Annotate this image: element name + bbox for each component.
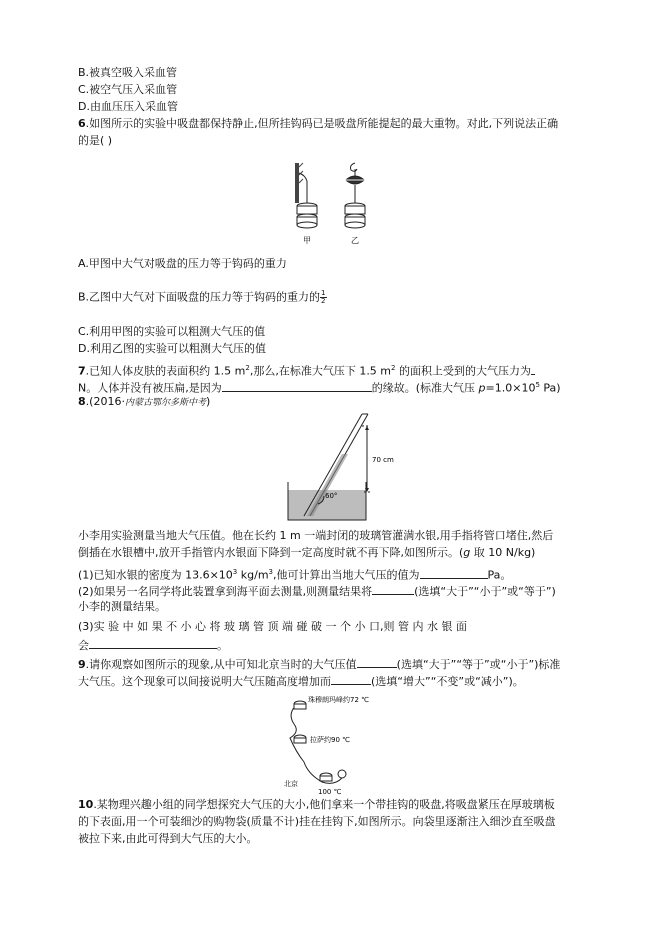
q8-text: 。 (217, 639, 228, 652)
q7-text: N。人体并没有被压扁,是因为 (78, 381, 222, 395)
q10-line3: 被拉下来,由此可得到大气压的大小。 (78, 832, 258, 845)
q7-text: 的面积上受到的大气压力为 (395, 364, 531, 378)
jia-weight-body (297, 206, 317, 214)
pot-lhasa-body (294, 738, 306, 743)
q9-number: 9 (78, 658, 86, 671)
q9-boiling-point-figure (278, 690, 402, 796)
fig-label-jia: 甲 (303, 236, 311, 245)
q9-line1 (78, 656, 560, 672)
q10-number: 10 (78, 798, 94, 811)
jia-suction-cup (299, 173, 307, 189)
fraction-one-half (320, 290, 326, 305)
q7-line2 (78, 378, 561, 396)
yi-weight-body (345, 206, 365, 214)
q8-text: (1)已知水银的密度为 13.6×10 (78, 568, 233, 582)
q8-source-exam: 内蒙古鄂尔多斯中考 (124, 398, 206, 408)
wall-hatch (299, 179, 303, 183)
q7-answer-blank-1[interactable] (531, 363, 535, 375)
q7-sup: 5 (535, 381, 540, 389)
q7-number: 7 (78, 364, 86, 378)
q8-text: (2)如果另一名同学将此装置拿到海平面去测量,则测量结果将 (78, 585, 373, 598)
q7-sup: 2 (245, 364, 250, 372)
q10-text: .某物理兴趣小组的同学想探究大气压的大小,他们拿来一个带挂钩的吸盘,将吸盘紧压在厚玻璃板 (93, 798, 555, 811)
q6-number: 6 (78, 117, 86, 130)
q8-text: (选填“大于”“小于”或“等于”) (414, 585, 556, 598)
q9-text: (选填“大于”“等于”或“小于”)标准 (396, 658, 561, 671)
label-everest: 珠穆朗玛峰约72 ℃ (308, 696, 369, 704)
pot-everest-body (294, 704, 306, 709)
q8-torricelli-figure (284, 412, 404, 524)
angle-label: 60° (325, 492, 338, 500)
q8-text: 会 (78, 639, 89, 652)
q9-answer-blank-2[interactable] (331, 673, 371, 685)
q8-para-line1: 小李用实验测量当地大气压值。他在长约 1 m 一端封闭的玻璃管灌满水银,用手指将管口堵住,然后 (78, 529, 554, 542)
q9-answer-blank-1[interactable] (357, 656, 397, 668)
q8-sub3-line2 (78, 637, 228, 653)
q8-answer-blank-3[interactable] (89, 637, 217, 649)
jia-wall (295, 163, 299, 203)
q7-text: Pa) (539, 381, 561, 395)
wall-hatch (299, 163, 303, 167)
q7-text: 的缘故。(标准大气压 (371, 381, 479, 395)
label-lhasa: 拉萨约90 ℃ (310, 736, 350, 744)
jia-weight-bottom (297, 222, 317, 228)
q7-answer-blank-2[interactable] (222, 380, 372, 392)
q9-text: .请你观察如图所示的现象,从中可知北京当时的大气压值 (85, 658, 357, 671)
q8-answer-blank-1[interactable] (420, 567, 488, 579)
q9-line2 (78, 673, 524, 689)
q6-stem-text1: .如图所示的实验中吸盘都保持静止,但所挂钩码已是吸盘所能提起的最大重物。对此,下列说法正确 (85, 117, 559, 130)
label-beijing: 北京 (284, 780, 298, 788)
q6-option-d: D.利用乙图的实验可以粗测大气压的值 (78, 342, 266, 355)
height-label: 70 cm (372, 456, 394, 464)
q8-sub3-line1: (3)实 验 中 如 果 不 小 心 将 玻 璃 管 顶 端 碰 破 一 个 小 口,则 管 内 水 银 面 (78, 620, 467, 633)
q7-text: =1.0×10 (485, 381, 536, 395)
q6-option-c: C.利用甲图的实验可以粗测大气压的值 (78, 325, 266, 338)
frac-numerator: 1 (321, 289, 326, 297)
q6-option-a: A.甲图中大气对吸盘的压力等于钩码的重力 (78, 257, 287, 270)
q8-symbol-g: g (463, 546, 471, 559)
q6-stem-line2: 的是( ) (78, 134, 113, 147)
q8-text: kg/m (237, 568, 269, 582)
q6-stem-line1 (78, 117, 558, 131)
label-100c: 100 ℃ (318, 788, 342, 796)
q10-line2: 的下表面,用一个可装细沙的购物袋(质量不计)挂在挂钩下,如图所示。向袋里逐渐注入细沙直至吸盘 (78, 815, 556, 828)
q7-sup: 2 (391, 364, 396, 372)
q10-line1 (78, 798, 555, 812)
option-c-text: C.被空气压入采血管 (78, 83, 178, 96)
q8-source-text: ) (205, 395, 211, 408)
q8-sub2 (78, 583, 556, 599)
q7-text: .已知人体皮肤的表面积约 1.5 m (85, 364, 246, 378)
q9-text: 大气压。这个现象可以间接说明大气压随高度增加而 (78, 675, 331, 688)
q8-answer-blank-2[interactable] (372, 583, 414, 595)
q9-text: (选填“增大”“不变”或“减小”)。 (371, 675, 524, 688)
q6-suction-cup-figure (285, 161, 385, 249)
q8-text: ,他可计算出当地大气压的值为 (273, 568, 420, 582)
option-d-text: D.由血压压入采血管 (78, 100, 178, 113)
pot-beijing-body (320, 776, 332, 781)
q6-option-b (78, 290, 327, 305)
q8-sub2-line2: 小李的测量结果。 (78, 600, 166, 613)
arrow-head-up (365, 426, 369, 430)
q8-source (78, 395, 210, 410)
fig-label-yi: 乙 (351, 236, 359, 245)
thermometer-icon (338, 770, 346, 778)
yi-cup-lower (347, 181, 363, 184)
q8-text: 倒插在水银槽中,放开手指管内水银面下降到一定高度时就不再下降,如图所示。( (78, 546, 464, 559)
q8-number: 8 (78, 395, 86, 408)
yi-weight-bottom (345, 222, 365, 228)
q8-sup: 3 (268, 568, 274, 576)
q6-option-b-text: B.乙图中大气对下面吸盘的压力等于钩码的重力的 (78, 290, 321, 304)
q8-para-line2 (78, 546, 535, 560)
frac-denominator: 2 (321, 297, 326, 305)
yi-cup-upper (347, 176, 363, 179)
option-b-text: B.被真空吸入采血管 (78, 66, 178, 79)
q7-text: ,那么,在标准大气压下 1.5 m (249, 364, 392, 378)
q8-sup: 3 (232, 568, 238, 576)
q8-sub1 (78, 565, 511, 583)
q7-line1 (78, 361, 535, 379)
q8-text: 取 10 N/kg) (470, 546, 536, 559)
yi-hook (351, 163, 358, 171)
q8-source-text: .(2016· (85, 395, 125, 408)
q7-symbol-p: p (478, 381, 486, 395)
q8-text: Pa。 (487, 568, 512, 582)
